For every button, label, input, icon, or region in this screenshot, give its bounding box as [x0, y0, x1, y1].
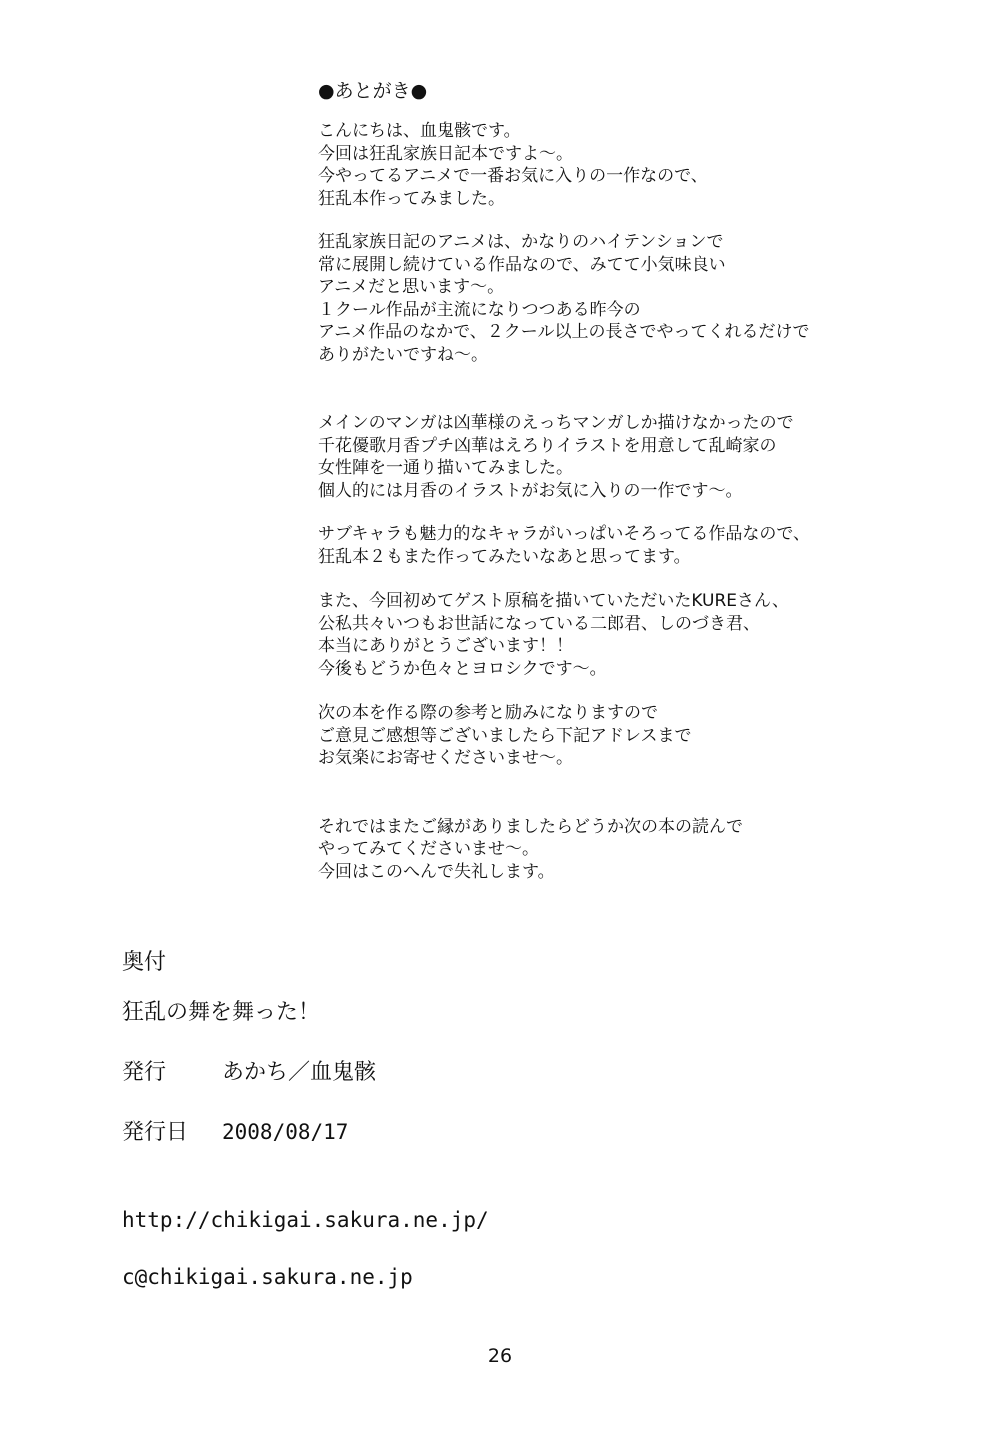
- afterword-paragraph: [318, 523, 938, 568]
- date-value: 2008/08/17: [222, 1120, 349, 1144]
- afterword-line: 今後もどうか色々とヨロシクです～。: [318, 658, 607, 679]
- publisher-row: [122, 1058, 922, 1088]
- page-number: 26: [487, 1345, 513, 1367]
- website-url: http://chikigai.sakura.ne.jp/: [122, 1208, 489, 1232]
- afterword-line: また、今回初めてゲスト原稿を描いていただいたKUREさん、: [318, 591, 790, 611]
- publisher-label: 発行: [122, 1060, 167, 1085]
- afterword-line: ご意見ご感想等ございましたら下記アドレスまで: [318, 725, 692, 746]
- afterword-line: 本当にありがとうございます！！: [318, 636, 573, 656]
- afterword-line: 今回はこのへんで失礼します。: [318, 861, 555, 882]
- contact-email: c@chikigai.sakura.ne.jp: [122, 1265, 413, 1289]
- afterword-line: こんにちは、血鬼骸です。: [318, 121, 521, 141]
- afterword-line: 常に展開し続けている作品なので、みてて小気味良い: [318, 254, 726, 275]
- afterword-paragraph: [318, 120, 938, 210]
- afterword-line: １クール作品が主流になりつつある昨今の: [318, 299, 641, 320]
- afterword-line: 狂乱本作ってみました。: [318, 188, 505, 209]
- date-label: 発行日: [122, 1120, 189, 1145]
- afterword-line: アニメ作品のなかで、２クール以上の長さでやってくれるだけで: [318, 322, 810, 342]
- afterword-line: 女性陣を一通り描いてみました。: [318, 458, 573, 478]
- afterword-line: 公私共々いつもお世話になっている二郎君、しのづき君、: [318, 613, 760, 634]
- afterword-paragraph: [318, 702, 938, 770]
- afterword-line: やってみてくださいませ～。: [318, 839, 539, 859]
- colophon-section: [122, 948, 922, 1178]
- afterword-line: ありがたいですね～。: [318, 344, 488, 365]
- afterword-line: お気楽にお寄せくださいませ～。: [318, 748, 573, 768]
- afterword-title: ●あとがき●: [318, 80, 428, 102]
- date-row: [122, 1118, 922, 1148]
- afterword-line: 次の本を作る際の参考と励みになりますので: [318, 703, 658, 723]
- afterword-line: 今やってるアニメで一番お気に入りの一作なので、: [318, 166, 708, 186]
- afterword-paragraph: [318, 816, 938, 884]
- afterword-paragraph: [318, 231, 938, 366]
- afterword-line: 狂乱家族日記のアニメは、かなりのハイテンションで: [318, 232, 724, 252]
- afterword-paragraph: [318, 412, 938, 502]
- afterword-line: 千花優歌月香プチ凶華はえろりイラストを用意して乱崎家の: [318, 435, 777, 456]
- afterword-line: 狂乱本２もまた作ってみたいなあと思ってます。: [318, 546, 691, 567]
- book-title: 狂乱の舞を舞った！: [122, 1000, 321, 1025]
- afterword-line: それではまたご縁がありましたらどうか次の本の読んで: [318, 816, 743, 837]
- afterword-line: 個人的には月香のイラストがお気に入りの一作です～。: [318, 480, 743, 501]
- colophon-heading: 奥付: [122, 950, 167, 975]
- afterword-line: メインのマンガは凶華様のえっちマンガしか描けなかったので: [318, 413, 794, 433]
- afterword-paragraph: [318, 590, 938, 680]
- afterword-line: 今回は狂乱家族日記本ですよ～。: [318, 143, 573, 164]
- afterword-line: サブキャラも魅力的なキャラがいっぱいそろってる作品なので、: [318, 524, 810, 544]
- publisher-value: あかち／血鬼骸: [222, 1060, 377, 1085]
- afterword-line: アニメだと思います～。: [318, 277, 505, 297]
- afterword-section: [318, 78, 938, 883]
